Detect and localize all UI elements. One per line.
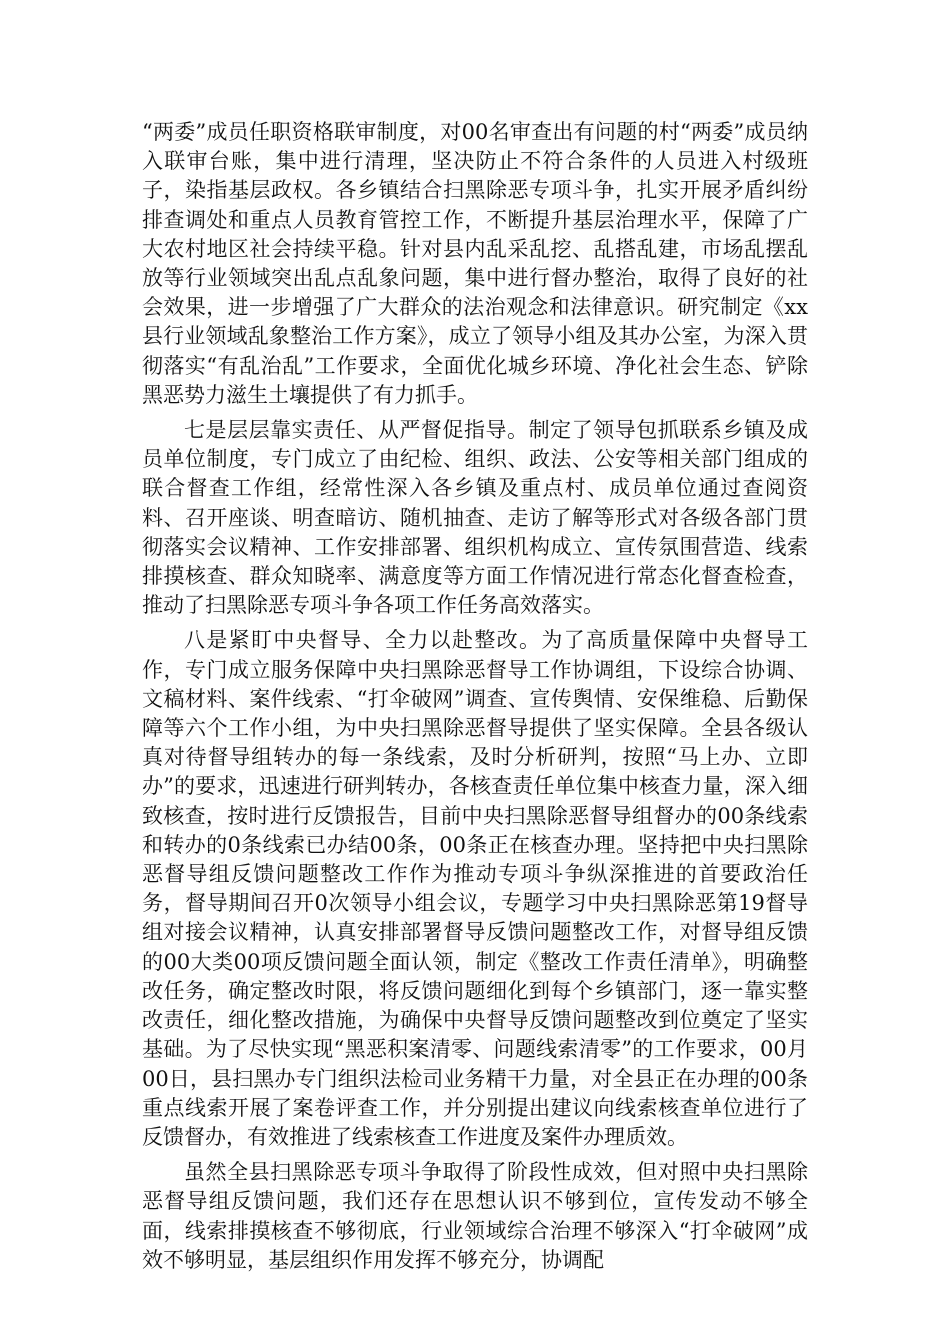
paragraph-4: 虽然全县扫黑除恶专项斗争取得了阶段性成效，但对照中央扫黑除恶督导组反馈问题，我们还存在思想认识不够到位，宣传发动不够全面，线索排摸核查不够彻底，行业领域综合治理不够深入“打伞破网”成效不够明显，基层组织作用发挥不够充分，协调配: [142, 1160, 808, 1272]
paragraph-1: “两委”成员任职资格联审制度，对00名审查出有问题的村“两委”成员纳入联审台账，集中进行清理，坚决防止不符合条件的人员进入村级班子，染指基层政权。各乡镇结合扫黑除恶专项斗争，扎实开展矛盾纠纷排查调处和重点人员教育管控工作，不断提升基层治理水平，保障了广大农村地区社会持续平稳。针对县内乱采乱挖、乱搭乱建，市场乱摆乱放等行业领域突出乱点乱象问题，集中进行督办整治，取得了良好的社会效果，进一步增强了广大群众的法治观念和法律意识。研究制定《xx县行业领域乱象整治工作方案》，成立了领导小组及其办公室，为深入贯彻落实“有乱治乱”工作要求，全面优化城乡环境、净化社会生态、铲除黑恶势力滋生土壤提供了有力抓手。: [142, 120, 808, 407]
paragraph-3: 八是紧盯中央督导、全力以赴整改。为了高质量保障中央督导工作，专门成立服务保障中央扫黑除恶督导工作协调组，下设综合协调、文稿材料、案件线索、“打伞破网”调查、宣传舆情、安保维稳、后勤保障等六个工作小组，为中央扫黑除恶督导提供了坚实保障。全县各级认真对待督导组转办的每一条线索，及时分析研判，按照“马上办、立即办”的要求，迅速进行研判转办，各核查责任单位集中核查力量，深入细致核查，按时进行反馈报告，目前中央扫黑除恶督导组督办的00条线索和转办的0条线索已办结00条，00条正在核查办理。坚持把中央扫黑除恶督导组反馈问题整改工作作为推动专项斗争纵深推进的首要政治任务，督导期间召开0次领导小组会议，专题学习中央扫黑除恶第19督导组对接会议精神，认真安排部署督导反馈问题整改工作，对督导组反馈的00大类00项反馈问题全面认领，制定《整改工作责任清单》，明确整改任务，确定整改时限，将反馈问题细化到每个乡镇部门，逐一靠实整改责任，细化整改措施，为确保中央督导反馈问题整改到位奠定了坚实基础。为了尽快实现“黑恶积案清零、问题线索清零”的工作要求，00月00日，县扫黑办专门组织法检司业务精干力量，对全县正在办理的00条重点线索开展了案卷评查工作，并分别提出建议向线索核查单位进行了反馈督办，有效推进了线索核查工作进度及案件办理质效。: [142, 628, 808, 1149]
document-body: [142, 118, 808, 1281]
paragraph-2: 七是层层靠实责任、从严督促指导。制定了领导包抓联系乡镇及成员单位制度，专门成立了由纪检、组织、政法、公安等相关部门组成的联合督查工作组，经常性深入各乡镇及重点村、成员单位通过查阅资料、召开座谈、明查暗访、随机抽查、走访了解等形式对各级各部门贯彻落实会议精神、工作安排部署、组织机构成立、宣传氛围营造、线索排摸核查、群众知晓率、满意度等方面工作情况进行常态化督查检查，推动了扫黑除恶专项斗争各项工作任务高效落实。: [142, 418, 808, 618]
